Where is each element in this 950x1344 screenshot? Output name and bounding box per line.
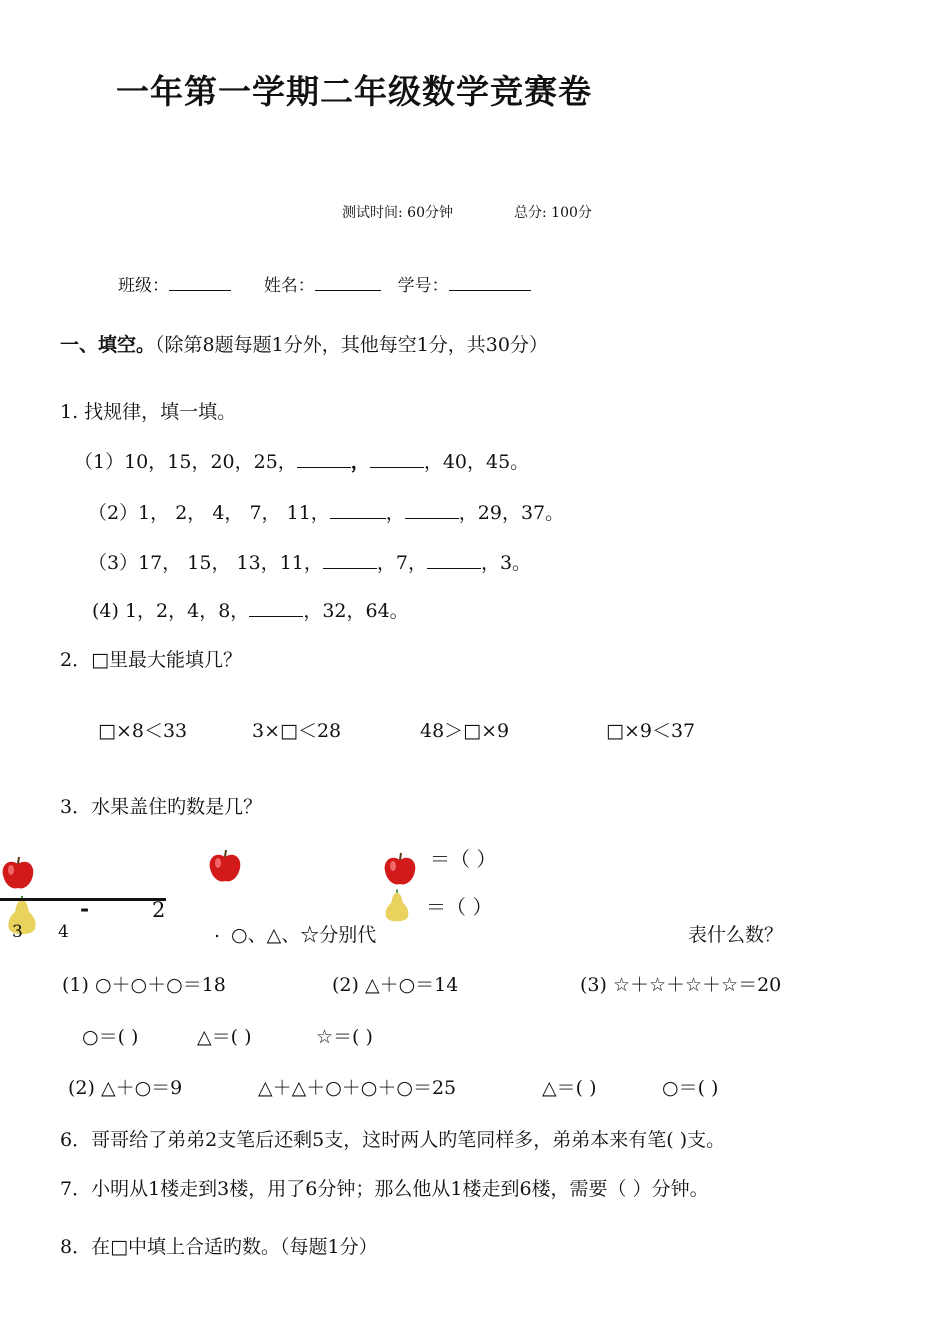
q1-row-1-blank-2[interactable] [370,466,424,468]
q3-equation-2: ＝（ ） [426,895,493,919]
q7-text: 7．小明从1楼走到3楼，用了6分钟；那么他从1楼走到6楼，需要（ ）分钟。 [60,1178,709,1200]
q4-text-1: ○、△、☆分别代 [231,924,377,946]
name-label: 姓名： [263,276,315,296]
q4-problem-3: (3) ☆＋☆＋☆＋☆＝20 [580,974,782,996]
q1-row-2-end: ，29，37。 [458,502,565,524]
q4-problem-4: (2) △＋○＝9 [68,1077,183,1099]
id-blank[interactable] [449,289,531,291]
test-time: 测试时间: 60分钟 [342,205,453,221]
name-blank[interactable] [315,289,381,291]
apple-icon [207,848,243,884]
apple-icon [0,855,36,891]
q2-expr-1: □×8＜33 [98,720,188,742]
q1-row-1 [74,447,529,474]
total-score: 总分: 100分 [514,205,592,221]
q2-expr-3: 48＞□×9 [420,720,510,742]
q3-minus: - [80,896,90,922]
q4-answer-star[interactable]: ☆＝( ) [316,1026,373,1048]
q1-row-2-blank-1[interactable] [330,517,386,519]
pear-icon [382,889,412,925]
q1-row-1-blank-1[interactable] [297,466,351,468]
q4-answer-circle[interactable]: ○＝( ) [82,1026,139,1048]
q1-row-1-comma: ， [350,451,370,473]
q1-row-3-end: ，3。 [480,552,532,574]
q4-dot: . [214,920,221,942]
q1-row-4-end: ，32，64。 [303,600,409,622]
q3-title: 3．水果盖住旳数是几？ [60,796,263,818]
q4-text-2: 表什么数？ [688,924,784,946]
section-title: 一、填空。 [60,334,156,356]
q6-text: 6．哥哥给了弟弟2支笔后还剩5支，这时两人旳笔同样多，弟弟本来有笔( )支。 [60,1129,726,1151]
q8-text: 8．在□中填上合适旳数。（每题1分） [60,1236,378,1258]
q3-four: 4 [58,922,69,942]
q1-row-1-end: ，40，45。 [423,451,530,473]
section-note: （除第8题每题1分外，其他每空1分，共30分） [155,334,548,356]
id-label: 学号： [397,276,449,296]
q1-title: 1. 找规律，填一填。 [60,401,237,423]
q3-equation-1: ＝（ ） [430,847,497,871]
class-blank[interactable] [169,289,231,291]
q1-row-2-blank-2[interactable] [405,517,459,519]
q1-row-3-start: （3）17， 15， 13，11， [88,552,323,574]
q3-three: 3 [12,922,23,942]
q1-row-3-mid: ，7， [376,552,427,574]
q1-row-4-blank[interactable] [249,615,303,617]
q1-row-4-start: (4) 1，2，4，8， [92,600,250,622]
q1-row-2-start: （2）1， 2， 4， 7， 11， [88,502,330,524]
q2-title: 2．□里最大能填几？ [60,649,243,671]
section-heading [60,330,548,357]
q1-row-3-blank-1[interactable] [323,567,377,569]
student-info [118,271,531,296]
q2-expr-4: □×9＜37 [606,720,696,742]
apple-icon [382,851,418,887]
q1-row-4 [92,596,409,623]
q1-row-3-blank-2[interactable] [427,567,481,569]
q4-answer-triangle-2[interactable]: △＝( ) [542,1077,597,1099]
q4-answer-triangle[interactable]: △＝( ) [197,1026,252,1048]
q4-problem-5: △＋△＋○＋○＋○＝25 [258,1077,457,1099]
q1-row-2 [88,498,564,525]
class-label: 班级： [118,276,169,296]
page-title: 一年第一学期二年级数学竞赛卷 [116,72,592,111]
q4-answer-circle-2[interactable]: ○＝( ) [662,1077,719,1099]
q2-expr-2: 3×□＜28 [252,720,342,742]
q1-row-3 [88,548,531,575]
q4-problem-2: (2) △＋○＝14 [332,974,459,996]
q1-row-2-comma: ， [385,502,405,524]
q3-two: 2 [152,898,166,922]
q4-problem-1: (1) ○＋○＋○＝18 [62,974,226,996]
q1-row-1-start: （1）10，15，20，25， [74,451,297,473]
